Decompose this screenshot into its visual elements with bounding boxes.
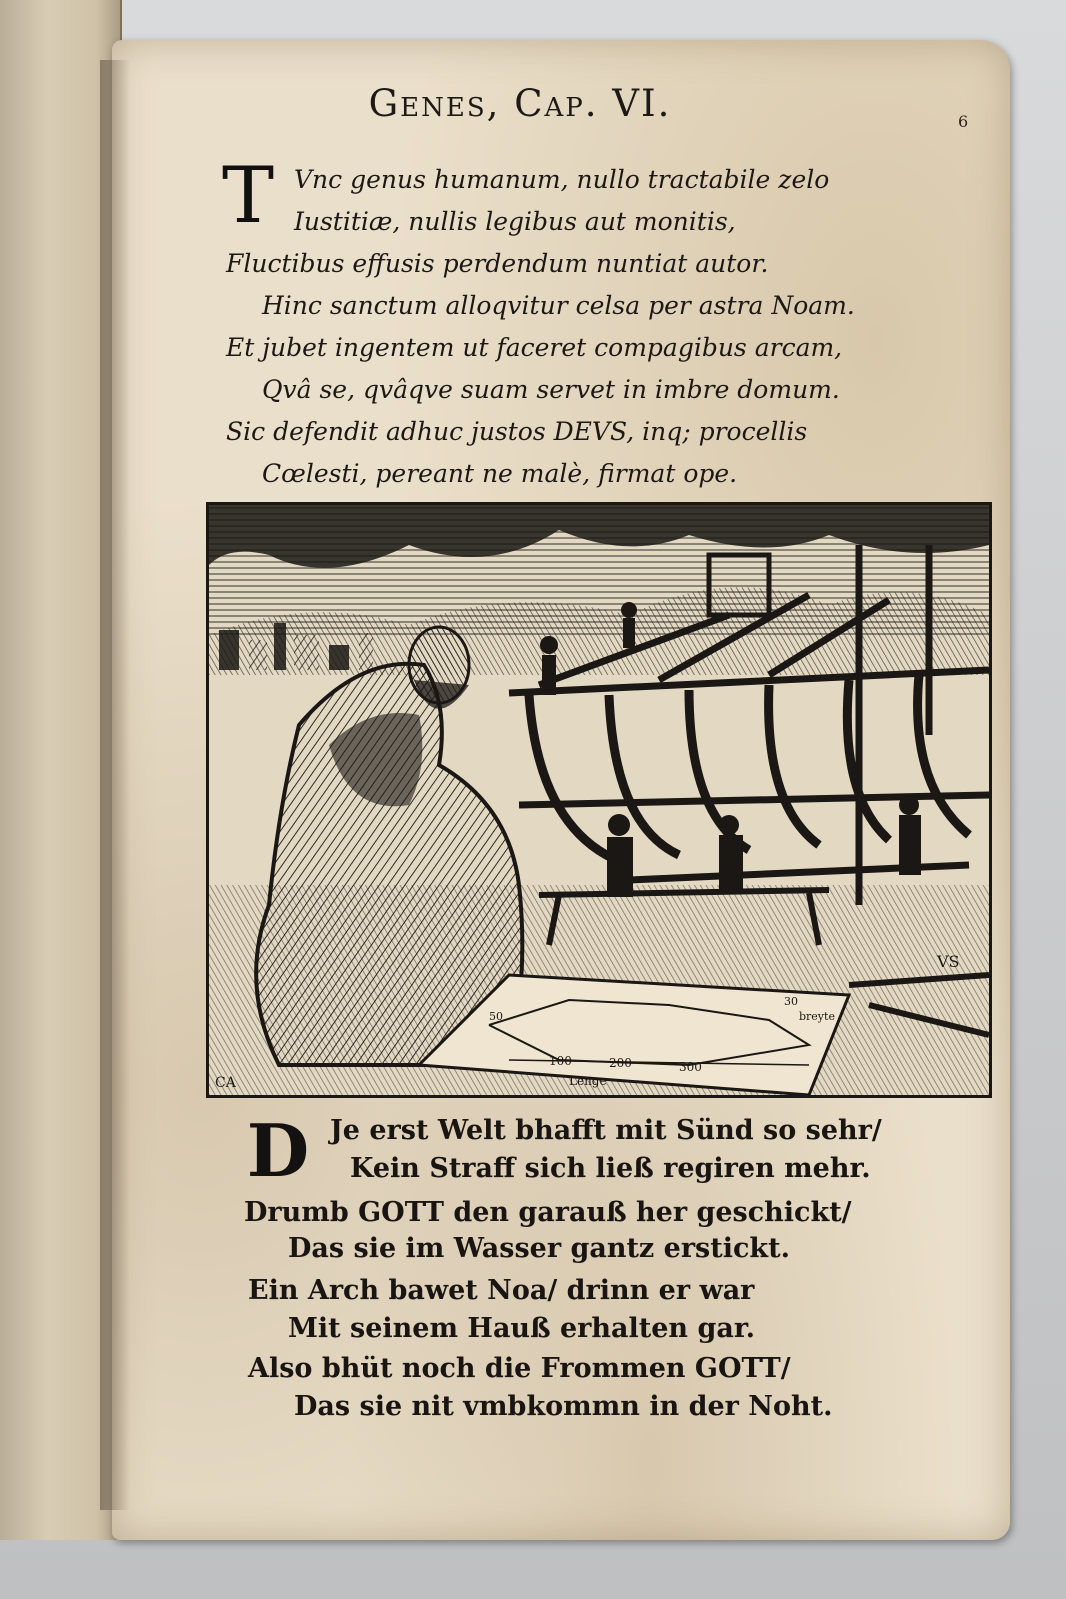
- plan-label-lenge: Lenge: [569, 1074, 607, 1088]
- latin-line-1: Vnc genus humanum, nullo tractabile zelo: [294, 165, 830, 194]
- german-line-2: Kein Straff sich ließ regiren mehr.: [350, 1153, 871, 1184]
- german-line-6: Mit seinem Hauß erhalten gar.: [288, 1313, 755, 1344]
- running-head: Genes, Cap. VI.: [368, 82, 672, 125]
- drop-capital-t: T: [222, 151, 275, 241]
- german-line-7: Also bhüt noch die Frommen GOTT/: [248, 1353, 791, 1384]
- latin-line-5: Et jubet ingentem ut faceret compagibus arcam,: [226, 333, 843, 362]
- folio-number: 6: [958, 112, 969, 131]
- latin-line-6: Qvâ se, qvâqve suam servet in imbre domum.: [262, 375, 840, 404]
- plan-label-300: 300: [679, 1060, 702, 1074]
- latin-line-7: Sic defendit adhuc justos DEVS, inq; procellis: [226, 417, 808, 446]
- german-verse-block: [238, 1108, 898, 1438]
- plan-label-50: 50: [489, 1010, 503, 1023]
- plan-label-200: 200: [609, 1056, 632, 1070]
- woodcut-noah-figure: [256, 627, 522, 1065]
- latin-line-4: Hinc sanctum alloqvitur celsa per astra Noam.: [262, 291, 855, 320]
- german-line-5: Ein Arch bawet Noa/ drinn er war: [248, 1275, 755, 1306]
- latin-verse-block: [222, 151, 882, 493]
- drop-capital-d: D: [246, 1108, 310, 1193]
- plan-label-100: 100: [549, 1054, 572, 1068]
- latin-line-2: Iustitiæ, nullis legibus aut monitis,: [294, 207, 736, 236]
- plan-label-30: 30: [784, 995, 798, 1008]
- woodcut-illustration: [206, 502, 992, 1098]
- latin-line-3: Fluctibus effusis perdendum nuntiat autor.: [226, 249, 769, 278]
- woodcut-artist-mark: CA: [215, 1075, 236, 1091]
- latin-line-8: Cœlesti, pereant ne malè, firmat ope.: [262, 459, 738, 488]
- woodcut-monogram: VS: [937, 952, 960, 971]
- plan-label-breyte: breyte: [799, 1010, 835, 1023]
- german-line-4: Das sie im Wasser gantz erstickt.: [288, 1233, 791, 1264]
- gutter-shadow: [100, 60, 130, 1510]
- german-line-3: Drumb GOTT den garauß her geschickt/: [244, 1197, 852, 1228]
- german-line-8: Das sie nit vmbkommn in der Noht.: [294, 1391, 833, 1422]
- german-line-1: Je erst Welt bhafft mit Sünd so sehr/: [330, 1115, 882, 1146]
